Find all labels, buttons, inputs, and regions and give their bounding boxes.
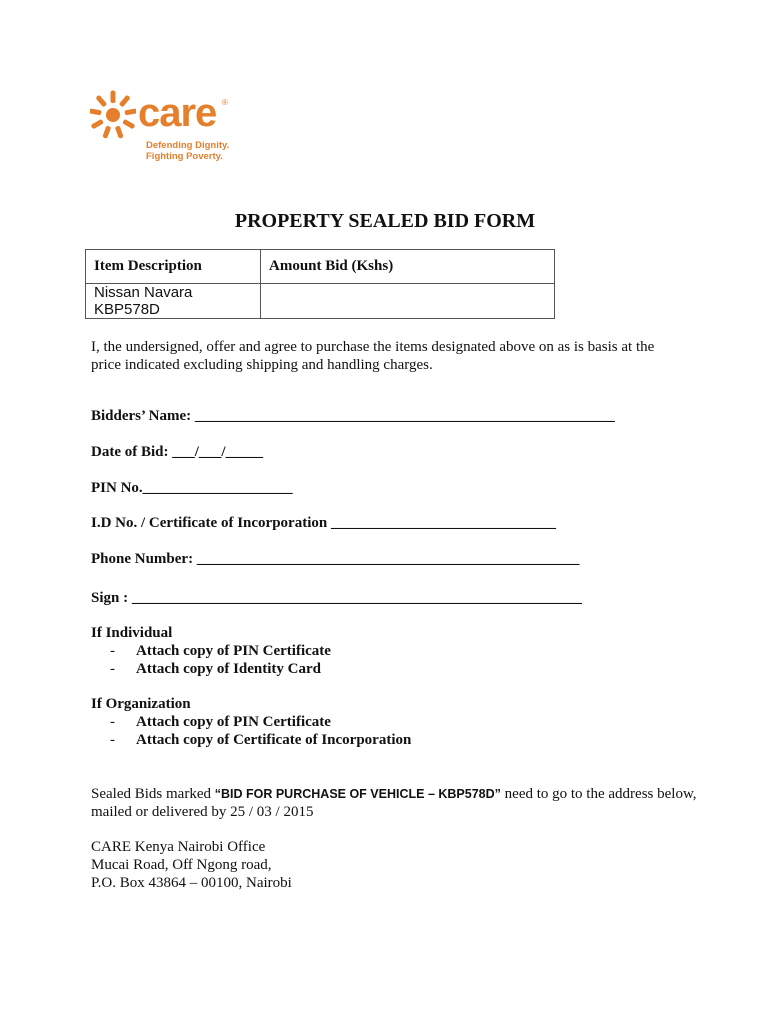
list-item xyxy=(110,713,411,731)
logo-registered-mark: ® xyxy=(222,98,228,107)
header-amount-bid: Amount Bid (Kshs) xyxy=(261,250,555,284)
organization-heading: If Organization xyxy=(91,696,191,712)
sealed-prefix: Sealed Bids marked xyxy=(91,786,215,802)
sealed-suffix: need to go to the address below, xyxy=(500,786,697,802)
table-header-row xyxy=(86,250,555,284)
bidders-name-field[interactable]: Bidders’ Name: ________________________________________________________ xyxy=(91,408,615,424)
id-no-field[interactable]: I.D No. / Certificate of Incorporation ______________________________ xyxy=(91,515,556,531)
list-item-text: Attach copy of Identity Card xyxy=(136,661,321,677)
item-description-cell: Nissan Navara KBP578D xyxy=(86,284,261,319)
list-item-text: Attach copy of Certificate of Incorporation xyxy=(136,732,412,748)
address-line-1: CARE Kenya Nairobi Office xyxy=(91,839,266,855)
table-row xyxy=(86,284,555,319)
sealed-bids-line-2: mailed or delivered by 25 / 03 / 2015 xyxy=(91,804,314,820)
list-item-text: Attach copy of PIN Certificate xyxy=(136,714,331,730)
list-dash: - xyxy=(110,732,115,748)
phone-number-field[interactable]: Phone Number: ___________________________________________________ xyxy=(91,551,580,567)
statement-line-1: I, the undersigned, offer and agree to purchase the items designated above on as is basis at the xyxy=(91,339,655,355)
sealed-marked-text: “BID FOR PURCHASE OF VEHICLE – KBP578D” xyxy=(214,787,501,801)
logo-tagline-1: Defending Dignity. xyxy=(146,140,230,151)
logo-tagline-2: Fighting Poverty. xyxy=(146,151,223,162)
list-item xyxy=(110,642,331,660)
individual-heading: If Individual xyxy=(91,625,173,641)
list-item xyxy=(110,731,411,749)
address-line-2: Mucai Road, Off Ngong road, xyxy=(91,857,272,873)
list-item-text: Attach copy of PIN Certificate xyxy=(136,643,331,659)
list-dash: - xyxy=(110,643,115,659)
form-title: PROPERTY SEALED BID FORM xyxy=(234,210,536,232)
care-logo xyxy=(90,88,250,168)
bid-table xyxy=(85,249,555,319)
list-dash: - xyxy=(110,661,115,677)
organization-list xyxy=(110,713,411,749)
pin-no-field[interactable]: PIN No.____________________ xyxy=(91,480,293,496)
sealed-bids-note xyxy=(91,785,697,821)
header-item-description: Item Description xyxy=(86,250,261,284)
address-block xyxy=(91,838,292,892)
individual-list xyxy=(110,642,331,678)
care-sun-icon xyxy=(90,90,136,140)
date-of-bid-field[interactable]: Date of Bid: ___/___/_____ xyxy=(91,444,264,460)
address-line-3: P.O. Box 43864 – 00100, Nairobi xyxy=(91,875,292,891)
sign-field[interactable]: Sign : ____________________________________________________________ xyxy=(91,590,582,606)
statement-line-2: price indicated excluding shipping and handling charges. xyxy=(91,357,433,373)
list-dash: - xyxy=(110,714,115,730)
amount-bid-cell[interactable] xyxy=(261,284,555,319)
statement xyxy=(91,338,654,374)
logo-brand: care xyxy=(138,91,217,135)
sealed-bids-line-1 xyxy=(91,785,697,803)
list-item xyxy=(110,660,331,678)
